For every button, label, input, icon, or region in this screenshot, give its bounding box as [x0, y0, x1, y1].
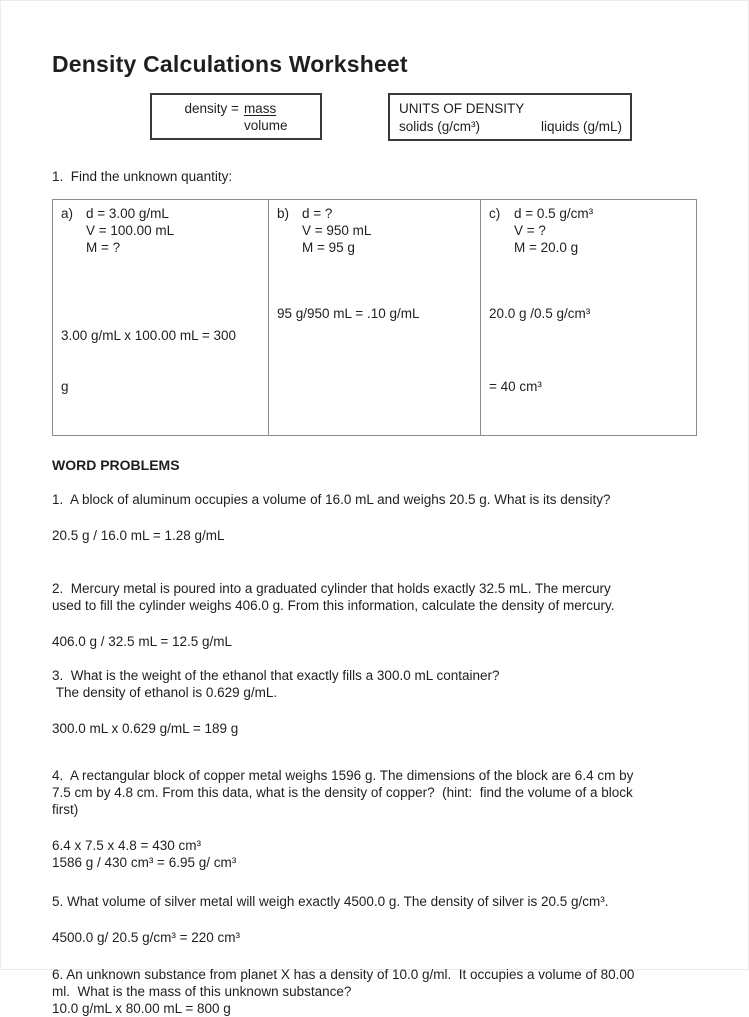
formula-lhs: density =	[184, 100, 239, 116]
word-problem-5	[52, 893, 697, 946]
units-liquids: liquids (g/mL)	[540, 119, 622, 134]
given-values-b	[277, 205, 472, 256]
header-boxes	[52, 93, 697, 141]
problem-5-answer	[52, 929, 697, 946]
answer-line: 4500.0 g/ 20.5 g/cm³ = 220 cm³	[52, 930, 240, 945]
question-line: 3. What is the weight of the ethanol that exactly fills a 300.0 mL container?	[52, 668, 500, 683]
answer-line: 10.0 g/mL x 80.00 mL = 800 g	[52, 1001, 231, 1016]
cell-label-a: a)	[61, 206, 74, 221]
unknown-quantity-table	[52, 199, 697, 436]
answer-line: 6.4 x 7.5 x 4.8 = 430 cm³	[52, 838, 201, 853]
word-problem-3	[52, 667, 697, 737]
problem-3-answer	[52, 720, 697, 737]
word-problem-6	[52, 966, 697, 1017]
work-line: 3.00 g/mL x 100.00 mL = 300	[61, 328, 236, 343]
given-line: V = 100.00 mL	[86, 223, 175, 238]
problem-4-question	[52, 767, 697, 818]
problem-1-answer	[52, 527, 697, 544]
work-shown-c	[489, 271, 688, 429]
given-values-c	[489, 205, 688, 256]
given-line: V = ?	[514, 223, 546, 238]
word-problem-4	[52, 767, 697, 871]
units-solids: solids (g/cm³)	[399, 119, 481, 134]
problem-1-question	[52, 491, 697, 508]
problem-6-answer	[52, 1000, 697, 1017]
given-lines-a	[86, 205, 174, 256]
given-line: d = 3.00 g/mL	[86, 206, 169, 221]
given-lines-b	[302, 205, 371, 256]
work-line: g	[61, 379, 69, 394]
find-unknown-heading: 1. Find the unknown quantity:	[52, 169, 233, 184]
problem-3-question	[52, 667, 697, 701]
table-cell-b	[268, 200, 480, 435]
word-problem-2	[52, 580, 697, 650]
units-heading: UNITS OF DENSITY	[399, 101, 525, 116]
given-line: M = 20.0 g	[514, 240, 579, 255]
density-formula	[185, 100, 288, 134]
question-line: 5. What volume of silver metal will weigh exactly 4500.0 g. The density of silver is 20.5 g/cm³.	[52, 894, 609, 909]
answer-line: 406.0 g / 32.5 mL = 12.5 g/mL	[52, 634, 232, 649]
given-line: M = 95 g	[302, 240, 355, 255]
question-line: 7.5 cm by 4.8 cm. From this data, what is the density of copper? (hint: find the volume of a block	[52, 785, 633, 800]
given-line: d = ?	[302, 206, 333, 221]
problem-5-question	[52, 893, 697, 910]
work-shown-a	[61, 293, 260, 429]
question-line: used to fill the cylinder weighs 406.0 g. From this information, calculate the density of mercury.	[52, 598, 615, 613]
problem-2-answer	[52, 633, 697, 650]
given-lines-c	[514, 205, 593, 256]
question-line: first)	[52, 802, 79, 817]
work-line: 95 g/950 mL = .10 g/mL	[277, 306, 420, 321]
formula-numerator: mass	[243, 100, 277, 116]
work-line: = 40 cm³	[489, 379, 542, 394]
work-shown-b	[277, 271, 472, 356]
question-line: ml. What is the mass of this unknown substance?	[52, 984, 352, 999]
units-row	[399, 118, 622, 136]
question-line: 6. An unknown substance from planet X has a density of 10.0 g/ml. It occupies a volume of 80.00	[52, 967, 635, 982]
question-line: The density of ethanol is 0.629 g/mL.	[52, 685, 278, 700]
cell-label-c: c)	[489, 206, 501, 221]
question-line: 1. A block of aluminum occupies a volume of 16.0 mL and weighs 20.5 g. What is its density?	[52, 492, 611, 507]
units-of-density-box	[388, 93, 632, 141]
problem-6-question	[52, 966, 697, 1000]
cell-label-b: b)	[277, 206, 290, 221]
density-formula-box	[150, 93, 322, 140]
word-problem-1	[52, 491, 697, 544]
given-line: d = 0.5 g/cm³	[514, 206, 594, 221]
answer-line: 20.5 g / 16.0 mL = 1.28 g/mL	[52, 528, 225, 543]
word-problems-heading: WORD PROBLEMS	[52, 457, 180, 473]
work-line: 20.0 g /0.5 g/cm³	[489, 306, 591, 321]
answer-line: 300.0 mL x 0.629 g/mL = 189 g	[52, 721, 239, 736]
formula-fraction	[244, 100, 288, 134]
answer-line: 1586 g / 430 cm³ = 6.95 g/ cm³	[52, 855, 237, 870]
table-cell-c	[480, 200, 696, 435]
given-line: M = ?	[86, 240, 121, 255]
problem-2-question	[52, 580, 697, 614]
table-cell-a	[53, 200, 268, 435]
page-title: Density Calculations Worksheet	[52, 51, 408, 77]
given-line: V = 950 mL	[302, 223, 372, 238]
question-line: 4. A rectangular block of copper metal weighs 1596 g. The dimensions of the block are 6.4 cm by	[52, 768, 634, 783]
question-line: 2. Mercury metal is poured into a graduated cylinder that holds exactly 32.5 mL. The mercury	[52, 581, 611, 596]
given-values-a	[61, 205, 260, 256]
formula-denominator: volume	[243, 117, 288, 133]
problem-4-answer	[52, 837, 697, 871]
